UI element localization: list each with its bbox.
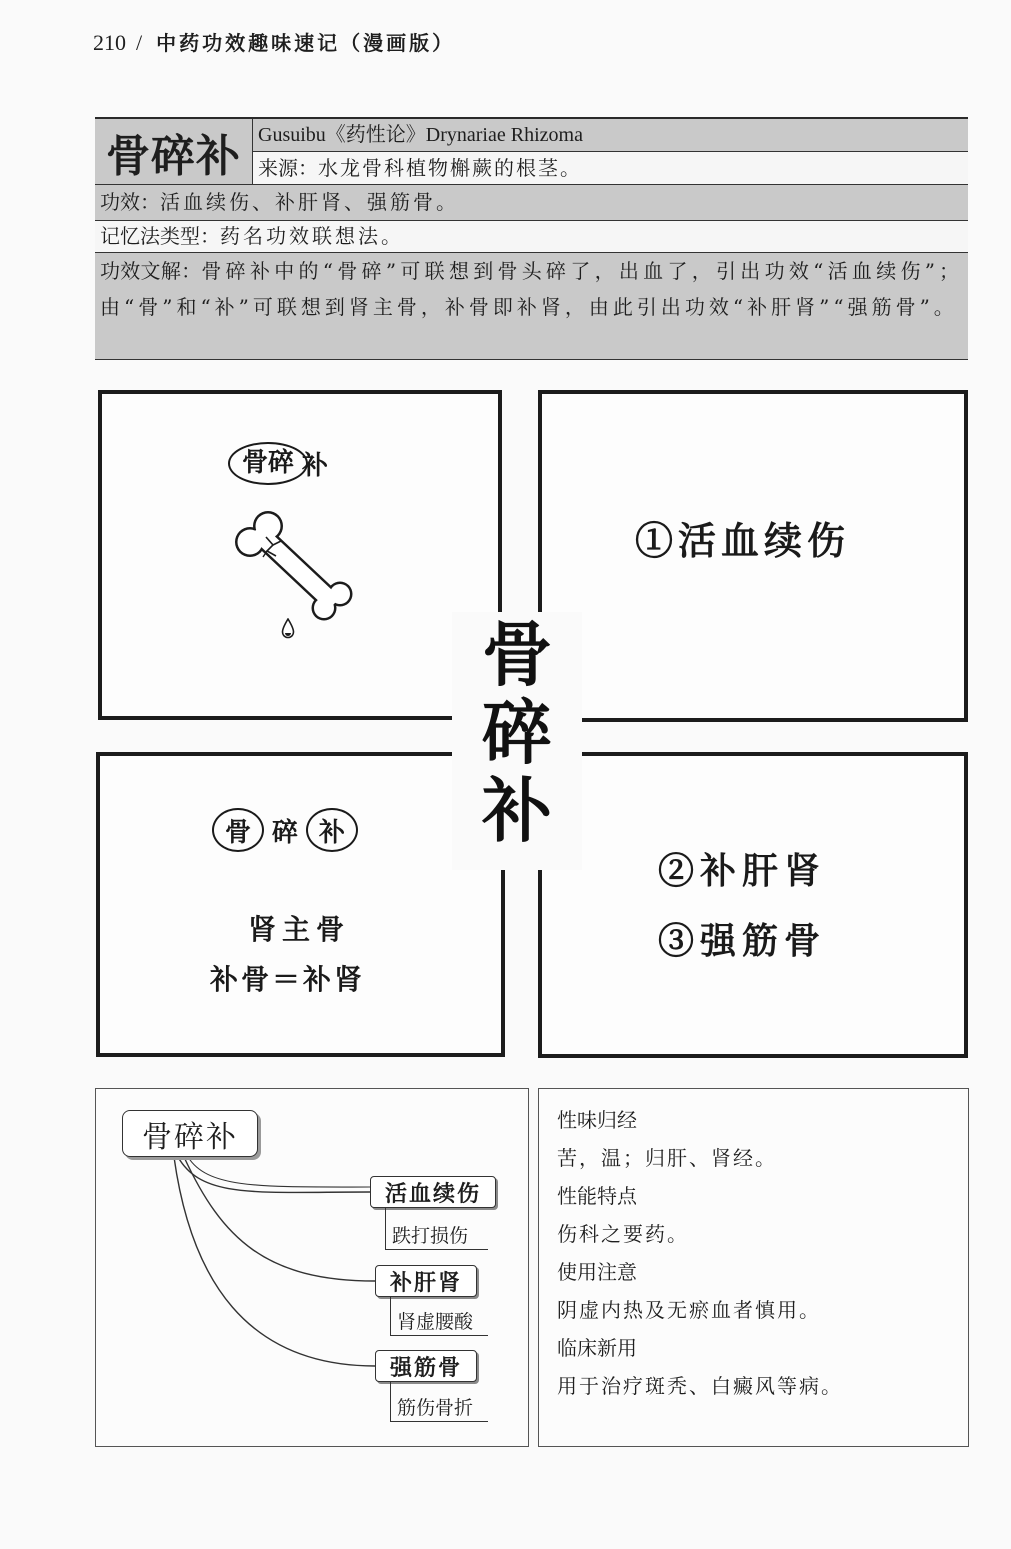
herb-info-table xyxy=(95,117,968,358)
source-label: 来源： xyxy=(258,156,318,180)
note-text-1: 跌打损伤 xyxy=(392,1225,469,1247)
page-number: 210 xyxy=(93,30,126,55)
header-separator: / xyxy=(136,30,143,55)
book-title: 中药功效趣味速记（漫画版） xyxy=(156,31,456,55)
memory-type-label: 记忆法类型： xyxy=(100,224,220,248)
herb-pinyin: Gusuibu《药性论》Drynariae Rhizoma xyxy=(258,124,583,146)
branch-note-1 xyxy=(385,1208,488,1250)
effect-1-text: ①活血续伤 xyxy=(635,518,851,563)
page-header xyxy=(93,27,455,56)
broken-bone-icon xyxy=(230,510,355,625)
efficacy-label: 功效： xyxy=(100,190,160,214)
memory-type-row xyxy=(95,220,968,252)
comic-panel-effect-1 xyxy=(538,390,968,722)
comic-panel-effects-2-3 xyxy=(538,752,968,1058)
branch-tonify-liver-kidney: 补肝肾 xyxy=(375,1265,477,1297)
explanation-value: 骨碎补中的“骨碎”可联想到骨头碎了，出血了，引出功效“活血续伤”；由“骨”和“补”可联想到肾主骨，补骨即补肾，由此引出功效“补肝肾”“强筋骨”。 xyxy=(100,259,963,319)
kidney-governs-bone: 肾主骨 xyxy=(248,913,351,946)
efficacy-row xyxy=(95,184,968,220)
herb-pinyin-row xyxy=(253,119,968,152)
herb-name-annotated xyxy=(228,442,328,485)
center-char-gu: 骨 xyxy=(482,614,552,696)
tonify-bone-equation: 补骨＝补肾 xyxy=(210,963,366,996)
properties-box xyxy=(538,1088,969,1447)
property-text-4: 用于治疗斑秃、白癜风等病。 xyxy=(557,1374,843,1398)
center-char-bu: 补 xyxy=(482,770,552,852)
property-text-2: 伤科之要药。 xyxy=(557,1222,689,1246)
center-herb-title xyxy=(452,612,582,870)
explanation-label: 功效文解： xyxy=(100,259,202,283)
plain-sui: 碎 xyxy=(272,817,299,848)
property-heading-3: 使用注意 xyxy=(557,1260,637,1284)
branch-note-3 xyxy=(390,1382,488,1422)
property-heading-4: 临床新用 xyxy=(557,1336,637,1360)
herb-source-row xyxy=(253,152,968,184)
connector-2 xyxy=(184,1157,375,1281)
effect-3-text: ③强筋骨 xyxy=(658,920,827,962)
efficacy-value: 活血续伤、补肝肾、强筋骨。 xyxy=(160,190,459,214)
mind-map-root: 骨碎补 xyxy=(122,1110,258,1157)
branch-note-2 xyxy=(390,1297,488,1336)
blood-drop-icon xyxy=(281,618,295,640)
note-text-2: 肾虚腰酸 xyxy=(397,1311,474,1333)
connector-1b xyxy=(188,1157,370,1187)
branch-activate-blood: 活血续伤 xyxy=(370,1176,496,1208)
memory-type-value: 药名功效联想法。 xyxy=(220,224,404,248)
source-value: 水龙骨科植物槲蕨的根茎。 xyxy=(318,156,582,180)
mind-map xyxy=(95,1088,529,1447)
circled-gu: 骨 xyxy=(212,808,264,852)
branch-strengthen-sinew-bone: 强筋骨 xyxy=(375,1350,477,1382)
effect-2-text: ②补肝肾 xyxy=(658,850,827,892)
property-text-1: 苦，温；归肝、肾经。 xyxy=(557,1146,777,1170)
center-char-sui: 碎 xyxy=(482,692,552,774)
herb-name-split xyxy=(212,808,358,852)
note-text-3: 筋伤骨折 xyxy=(397,1397,474,1419)
comic-panel-kidney xyxy=(96,752,505,1057)
properties-list xyxy=(557,1101,843,1405)
property-text-3: 阴虚内热及无瘀血者慎用。 xyxy=(557,1298,821,1322)
property-heading-2: 性能特点 xyxy=(557,1184,637,1208)
herb-name: 骨碎补 xyxy=(106,130,241,182)
explanation-row xyxy=(95,252,968,360)
circled-bu: 补 xyxy=(306,808,358,852)
comic-panel-bone xyxy=(98,390,502,720)
property-heading-1: 性味归经 xyxy=(557,1108,637,1132)
circled-gusui: 骨碎 xyxy=(228,442,308,485)
plain-bu: 补 xyxy=(302,451,329,482)
herb-name-cell xyxy=(95,119,253,184)
